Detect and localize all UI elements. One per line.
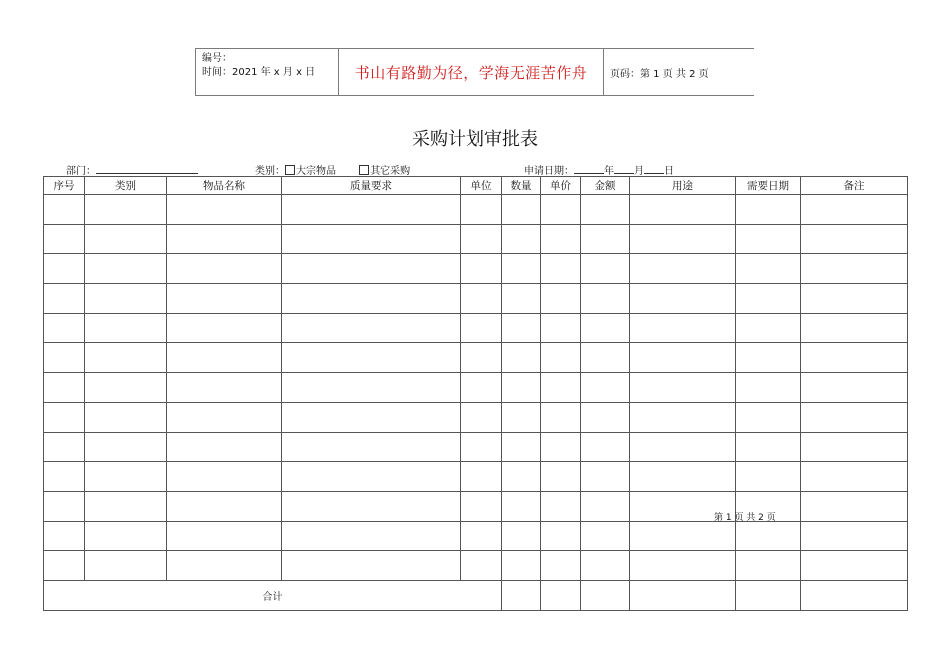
table-cell[interactable] [630,462,736,492]
table-row [44,254,908,284]
table-cell[interactable] [581,521,630,551]
col-header-unit: 单位 [461,177,502,195]
table-cell[interactable] [630,402,736,432]
table-cell[interactable] [581,343,630,373]
table-cell[interactable] [801,284,908,314]
total-cell[interactable] [581,580,630,610]
other-checkbox[interactable] [359,165,369,175]
col-header-quantity: 数量 [502,177,541,195]
table-cell[interactable] [44,551,85,581]
table-cell[interactable] [167,521,282,551]
table-cell[interactable] [801,373,908,403]
table-cell[interactable] [167,313,282,343]
table-cell[interactable] [44,491,85,521]
header-info-cell [195,48,338,96]
table-cell[interactable] [736,402,801,432]
table-cell[interactable] [461,224,502,254]
table-cell[interactable] [541,343,581,373]
table-cell[interactable] [85,195,167,225]
table-row [44,521,908,551]
table-cell[interactable] [801,224,908,254]
table-cell[interactable] [581,432,630,462]
table-header-row [44,177,908,195]
table-cell[interactable] [502,343,541,373]
table-cell[interactable] [461,432,502,462]
table-cell[interactable] [630,521,736,551]
table-cell[interactable] [581,254,630,284]
slogan-text: 书山有路勤为径，学海无涯苦作舟 [354,63,588,82]
table-cell[interactable] [502,402,541,432]
table-cell[interactable] [282,462,461,492]
table-cell[interactable] [541,373,581,403]
table-cell[interactable] [44,195,85,225]
table-cell[interactable] [44,224,85,254]
table-cell[interactable] [541,195,581,225]
total-cell[interactable] [541,580,581,610]
table-cell[interactable] [736,254,801,284]
total-cell[interactable] [502,580,541,610]
table-cell[interactable] [44,462,85,492]
time-label: 时间：2021 年 x 月 x 日 [202,67,316,78]
month-label: 月 [634,166,644,177]
table-cell[interactable] [85,462,167,492]
total-label: 合计 [44,580,502,610]
table-cell[interactable] [167,284,282,314]
col-header-unit-price: 单价 [541,177,581,195]
category-label: 类别： [255,166,285,177]
table-row [44,551,908,581]
table-cell[interactable] [461,195,502,225]
table-cell[interactable] [282,343,461,373]
table-cell[interactable] [502,254,541,284]
table-cell[interactable] [282,313,461,343]
table-cell[interactable] [630,254,736,284]
dept-blank[interactable] [96,164,198,174]
table-cell[interactable] [541,313,581,343]
table-cell[interactable] [541,491,581,521]
table-cell[interactable] [630,224,736,254]
table-cell[interactable] [461,491,502,521]
table-cell[interactable] [85,254,167,284]
table-row [44,373,908,403]
table-row [44,491,908,521]
col-header-purpose: 用途 [630,177,736,195]
table-cell[interactable] [85,373,167,403]
table-cell[interactable] [502,313,541,343]
table-cell[interactable] [581,195,630,225]
table-cell[interactable] [44,284,85,314]
table-row [44,462,908,492]
table-cell[interactable] [630,432,736,462]
table-row [44,343,908,373]
table-cell[interactable] [736,462,801,492]
day-blank[interactable] [644,164,664,174]
table-cell[interactable] [801,432,908,462]
table-cell[interactable] [736,284,801,314]
table-cell[interactable] [736,224,801,254]
table-cell[interactable] [581,224,630,254]
table-cell[interactable] [461,373,502,403]
table-cell[interactable] [541,254,581,284]
table-cell[interactable] [502,462,541,492]
table-cell[interactable] [801,195,908,225]
table-cell[interactable] [461,551,502,581]
table-cell[interactable] [801,521,908,551]
page-code-text: 页码：第 1 页 共 2 页 [610,68,709,80]
table-cell[interactable] [282,254,461,284]
table-cell[interactable] [461,462,502,492]
table-cell[interactable] [736,521,801,551]
table-cell[interactable] [736,343,801,373]
table-cell[interactable] [801,491,908,521]
table-row [44,402,908,432]
table-cell[interactable] [167,432,282,462]
table-cell[interactable] [167,462,282,492]
table-cell[interactable] [630,551,736,581]
table-cell[interactable] [736,195,801,225]
table-cell[interactable] [801,462,908,492]
table-cell[interactable] [541,432,581,462]
table-cell[interactable] [461,521,502,551]
month-blank[interactable] [614,164,634,174]
table-cell[interactable] [44,432,85,462]
table-cell[interactable] [167,254,282,284]
table-row [44,195,908,225]
table-row [44,284,908,314]
category-field [255,162,410,177]
table-cell[interactable] [581,462,630,492]
table-cell[interactable] [461,254,502,284]
table-cell[interactable] [44,254,85,284]
table-cell[interactable] [630,284,736,314]
table-cell[interactable] [85,521,167,551]
table-cell[interactable] [581,284,630,314]
table-cell[interactable] [282,521,461,551]
table-cell[interactable] [167,551,282,581]
table-cell[interactable] [630,343,736,373]
table-cell[interactable] [461,313,502,343]
total-cell[interactable] [630,580,736,610]
table-cell[interactable] [801,402,908,432]
table-cell[interactable] [541,284,581,314]
table-cell[interactable] [736,313,801,343]
total-cell[interactable] [736,580,801,610]
form-title: 采购计划审批表 [412,129,538,150]
table-cell[interactable] [282,195,461,225]
table-cell[interactable] [282,402,461,432]
table-cell[interactable] [502,432,541,462]
table-cell[interactable] [541,521,581,551]
col-header-required-date: 需要日期 [736,177,801,195]
page-note: 第 1 页 共 2 页 [714,513,776,523]
table-cell[interactable] [282,284,461,314]
table-cell[interactable] [541,551,581,581]
table-cell[interactable] [630,195,736,225]
col-header-category: 类别 [85,177,167,195]
apply-date-field [524,162,674,177]
table-cell[interactable] [167,402,282,432]
table-cell[interactable] [502,521,541,551]
table-cell[interactable] [581,313,630,343]
table-cell[interactable] [85,551,167,581]
table-cell[interactable] [581,551,630,581]
table-cell[interactable] [85,313,167,343]
dept-label: 部门： [66,166,96,177]
table-cell[interactable] [282,432,461,462]
table-cell[interactable] [282,373,461,403]
table-cell[interactable] [167,491,282,521]
table-cell[interactable] [502,195,541,225]
table-cell[interactable] [85,284,167,314]
table-cell[interactable] [44,521,85,551]
table-cell[interactable] [461,343,502,373]
table-cell[interactable] [282,551,461,581]
table-cell[interactable] [167,224,282,254]
apply-date-label: 申请日期： [524,166,574,177]
table-cell[interactable] [44,373,85,403]
year-blank[interactable] [574,164,604,174]
day-label: 日 [664,166,674,177]
table-cell[interactable] [167,343,282,373]
bulk-checkbox[interactable] [285,165,295,175]
table-cell[interactable] [736,551,801,581]
table-cell[interactable] [44,402,85,432]
purchase-plan-table [43,176,908,611]
table-cell[interactable] [581,402,630,432]
table-cell[interactable] [541,224,581,254]
bulk-option-label: 大宗物品 [296,166,336,177]
table-cell[interactable] [85,491,167,521]
table-cell[interactable] [502,224,541,254]
table-cell[interactable] [541,402,581,432]
table-cell[interactable] [167,373,282,403]
year-label: 年 [604,166,614,177]
table-cell[interactable] [502,551,541,581]
page-code-cell [603,48,754,96]
table-cell[interactable] [167,195,282,225]
col-header-quality: 质量要求 [282,177,461,195]
table-cell[interactable] [801,313,908,343]
table-row [44,224,908,254]
table-cell[interactable] [502,284,541,314]
table-cell[interactable] [736,373,801,403]
table-cell[interactable] [502,491,541,521]
table-cell[interactable] [801,343,908,373]
total-cell[interactable] [801,580,908,610]
table-cell[interactable] [801,551,908,581]
table-cell[interactable] [630,313,736,343]
total-row [44,580,908,610]
table-cell[interactable] [461,402,502,432]
number-label: 编号： [202,53,232,64]
table-cell[interactable] [85,224,167,254]
table-cell[interactable] [461,284,502,314]
slogan-cell [338,48,603,96]
table-cell[interactable] [801,254,908,284]
col-header-index: 序号 [44,177,85,195]
table-cell[interactable] [630,373,736,403]
table-cell[interactable] [736,432,801,462]
table-cell[interactable] [282,224,461,254]
table-cell[interactable] [85,432,167,462]
table-cell[interactable] [282,491,461,521]
table-cell[interactable] [85,402,167,432]
table-cell[interactable] [85,343,167,373]
table-cell[interactable] [44,313,85,343]
table-cell[interactable] [44,343,85,373]
table-cell[interactable] [581,491,630,521]
col-header-item-name: 物品名称 [167,177,282,195]
table-cell[interactable] [541,462,581,492]
table-cell[interactable] [502,373,541,403]
other-option-label: 其它采购 [370,166,411,177]
col-header-amount: 金额 [581,177,630,195]
table-row [44,432,908,462]
table-row [44,313,908,343]
dept-field [66,162,198,177]
table-cell[interactable] [581,373,630,403]
col-header-remarks: 备注 [801,177,908,195]
document-header [195,48,754,96]
